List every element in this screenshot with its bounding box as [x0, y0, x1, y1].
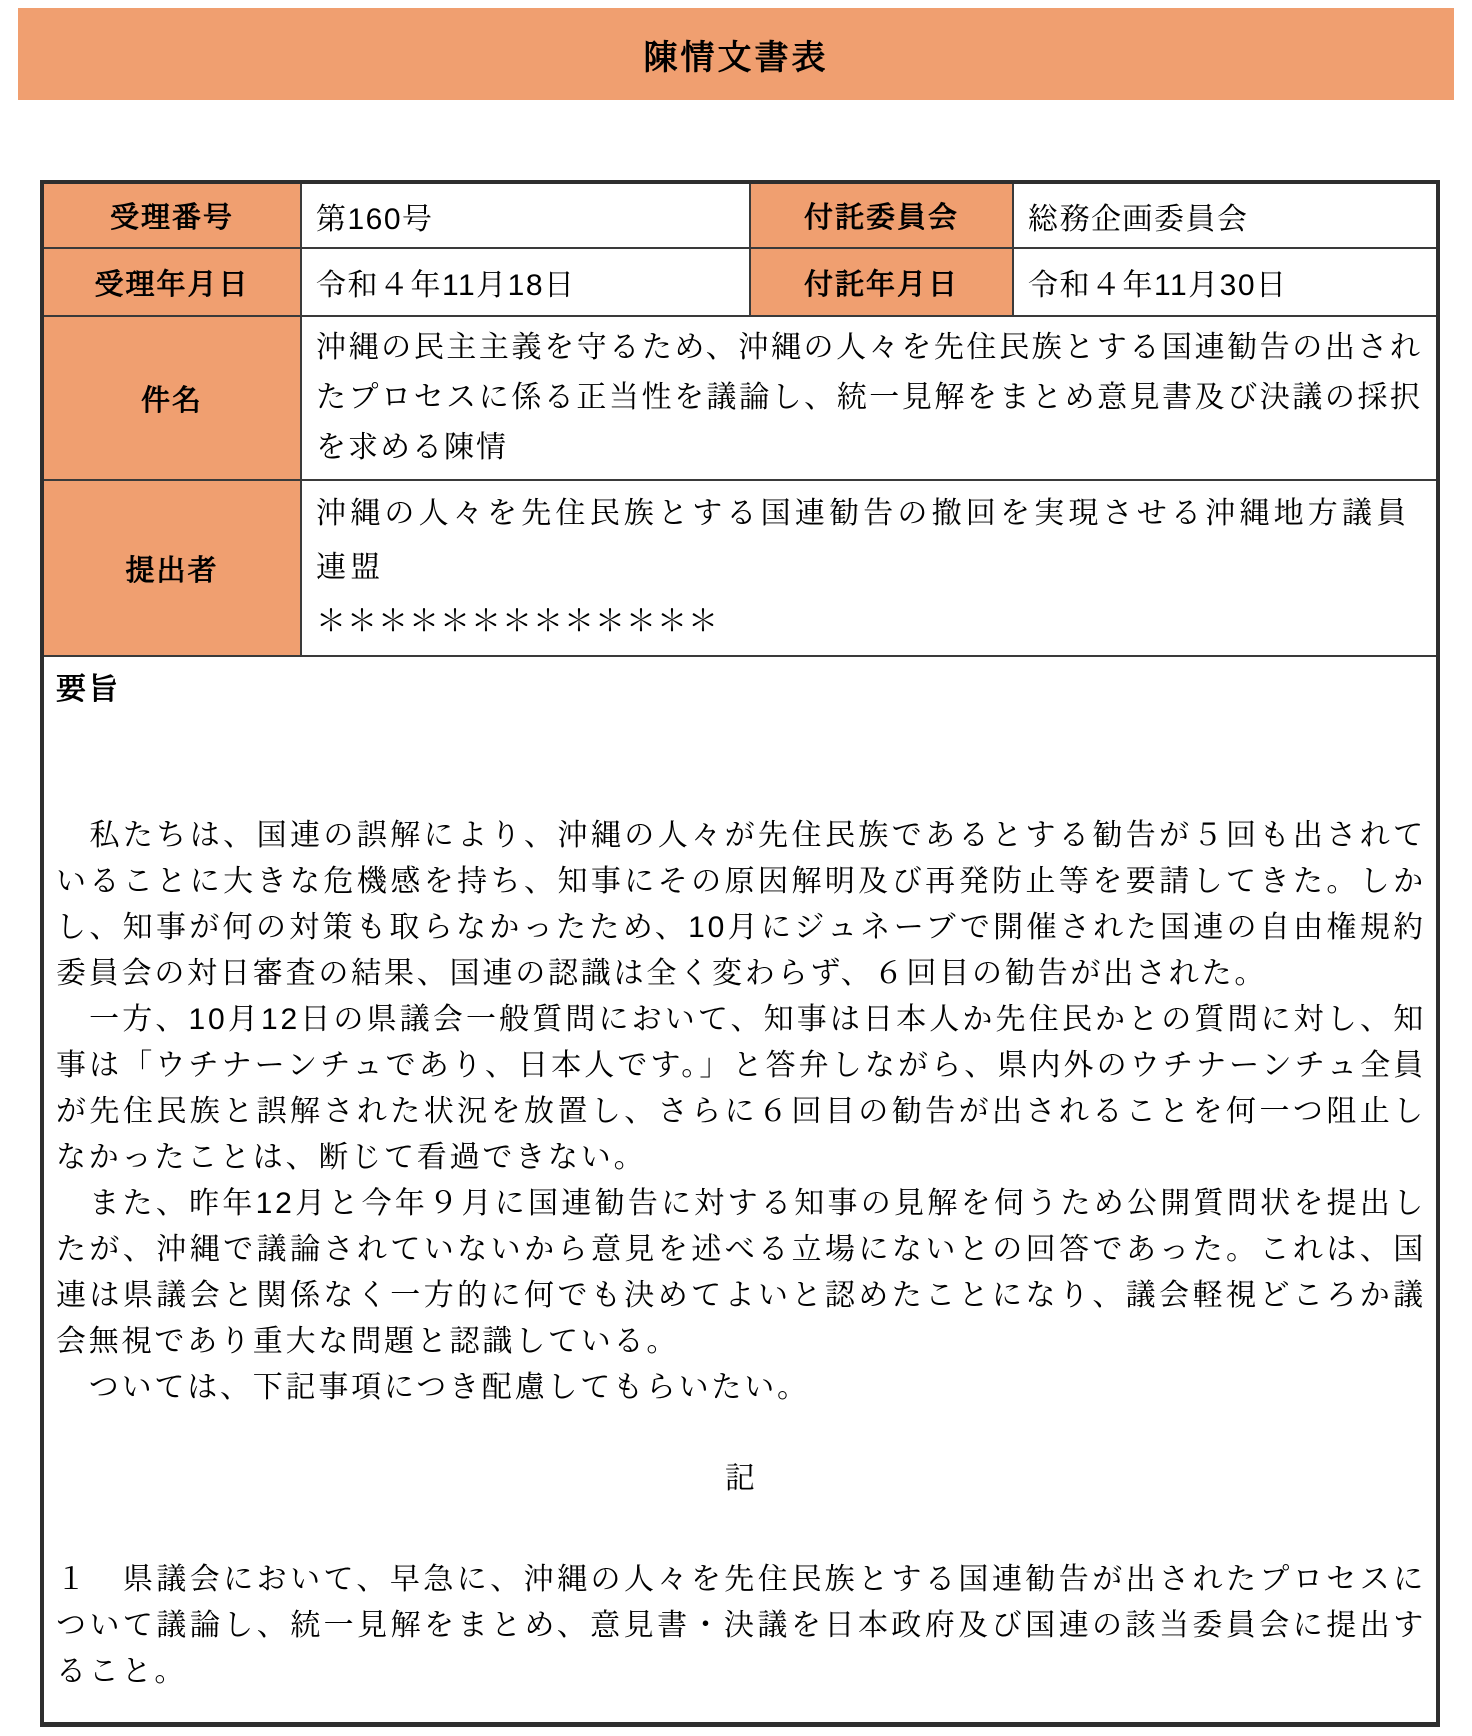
receipt-date-value: 令和４年11月18日 — [301, 248, 750, 316]
summary-paragraph: また、昨年12月と今年９月に国連勧告に対する知事の見解を伺うため公開質問状を提出したが、沖縄で議論されていないから意見を述べる立場にないとの回答であった。これは、国連は県議会と関係なく一方的に何でも決めてよいと認めたことになり、議会軽視どころか議会無視であり重大な問題と認識している。 — [56, 1187, 1426, 1358]
summary-cell — [42, 656, 1438, 1725]
ki-section-marker: 記 — [725, 1462, 757, 1495]
referred-committee-label: 付託委員会 — [750, 182, 1013, 248]
summary-paragraph: 一方、10月12日の県議会一般質問において、知事は日本人か先住民かとの質問に対し、知事は「ウチナーンチュであり、日本人です。」と答弁しながら、県内外のウチナーンチュ全員が先住民族と誤解された状況を放置し、さらに６回目の勧告が出されることを何一つ阻止しなかったことは、断じて看過できない。 — [56, 1003, 1426, 1174]
summary-heading: 要旨 — [56, 673, 120, 706]
table-row-summary — [42, 656, 1438, 1725]
page-title: 陳情文書表 — [643, 38, 829, 77]
table-row-receipt-date — [42, 248, 1438, 316]
submitter-value — [301, 480, 1438, 656]
petition-table — [40, 180, 1440, 1727]
subject-value: 沖縄の民主主義を守るため、沖縄の人々を先住民族とする国連勧告の出されたプロセスに係る正当性を議論し、統一見解をまとめ意見書及び決議の採択を求める陳情 — [301, 316, 1438, 480]
receipt-number-value: 第160号 — [301, 182, 750, 248]
table-row-submitter — [42, 480, 1438, 656]
table-row-subject — [42, 316, 1438, 480]
summary-paragraph: ついては、下記事項につき配慮してもらいたい。 — [56, 1371, 810, 1404]
summary-body — [56, 813, 1426, 1411]
receipt-date-label: 受理年月日 — [42, 248, 301, 316]
request-item-1: １ 県議会において、早急に、沖縄の人々を先住民族とする国連勧告が出されたプロセスについて議論し、統一見解をまとめ、意見書・決議を日本政府及び国連の該当委員会に提出すること。 — [56, 1563, 1426, 1688]
summary-paragraph: 私たちは、国連の誤解により、沖縄の人々が先住民族であるとする勧告が５回も出されていることに大きな危機感を持ち、知事にその原因解明及び再発防止等を要請してきた。しかし、知事が何の対策も取らなかったため、10月にジュネーブで開催された国連の自由権規約委員会の対日審査の結果、国連の認識は全く変わらず、６回目の勧告が出された。 — [56, 819, 1426, 990]
receipt-number-label: 受理番号 — [42, 182, 301, 248]
request-items — [56, 1557, 1426, 1695]
submitter-label: 提出者 — [42, 480, 301, 656]
referral-date-label: 付託年月日 — [750, 248, 1013, 316]
submitter-organization: 沖縄の人々を先住民族とする国連勧告の撤回を実現させる沖縄地方議員連盟 — [316, 497, 1411, 584]
submitter-masked-name: ＊＊＊＊＊＊＊＊＊＊＊＊＊ — [316, 605, 719, 638]
referred-committee-value: 総務企画委員会 — [1013, 182, 1438, 248]
subject-label: 件名 — [42, 316, 301, 480]
table-row-receipt-number — [42, 182, 1438, 248]
referral-date-value: 令和４年11月30日 — [1013, 248, 1438, 316]
document-title-bar — [18, 8, 1454, 100]
